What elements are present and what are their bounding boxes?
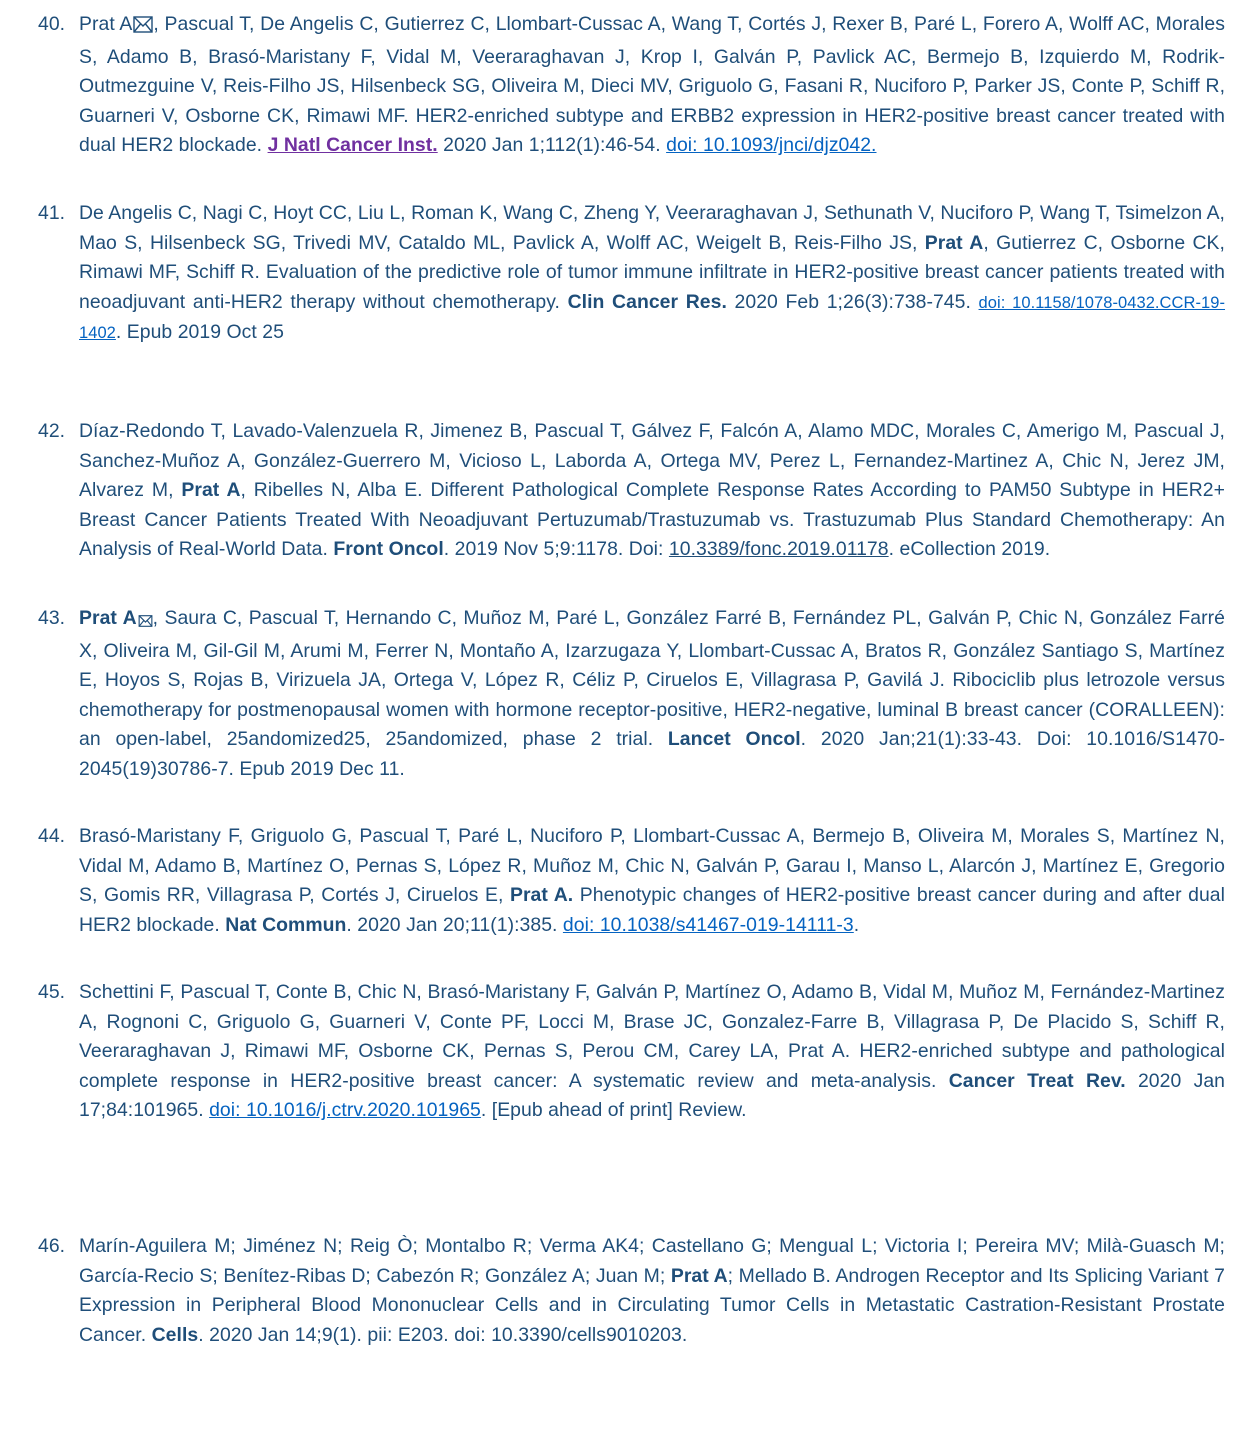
reference-authors: De Angelis C, Nagi C, Hoyt CC, Liu L, Roman K, Wang C, Zheng Y, Veeraraghavan J, Sethunath V, Nuciforo P, Wang T, Tsimelzon A, Mao S, Hilsenbeck SG, Trivedi MV, Cataldo ML, Pavlick A, Wolff AC, Weigelt B, Reis-Filho JS,	[79, 202, 1225, 254]
reference-authors-title: , Saura C, Pascual T, Hernando C, Muñoz M, Paré L, González Farré B, Fernández PL, Galván P, Chic N, González Farré X, Oliveira M, Gil-Gil M, Arumi M, Ferrer N, Montaño A, Izarzugaza Y, Llombart-Cussac A, Bratos R, González Santiago S, Martínez E, Hoyos S, Rojas B, Virizuela JA, Ortega V, López R, Céliz P, Ciruelos E, Villagrasa P, Gavilá J. Ribociclib plus letrozole versus chemotherapy for postmenopausal women with hormone receptor-positive, HER2-negative, luminal B breast cancer (CORALLEEN): an open-label, 25andomized25, 25andomized, phase 2 trial.	[79, 607, 1225, 751]
reference-item	[38, 1232, 1225, 1350]
reference-item	[38, 10, 1225, 161]
reference-text	[79, 1235, 1225, 1346]
reference-citation: 2020 Jan 1;112(1):46-54.	[437, 134, 667, 157]
reference-citation: 2020 Feb 1;26(3):738-745.	[726, 290, 979, 313]
highlighted-author: Prat A.	[509, 884, 574, 907]
reference-item	[38, 199, 1226, 349]
reference-citation: 2020 Jan 17;84:101965.	[79, 1069, 1225, 1122]
reference-title: Phenotypic changes of HER2-positive breast cancer during and after dual HER2 blockade.	[79, 884, 1225, 936]
reference-tail: . [Epub ahead of print] Review.	[480, 1099, 747, 1122]
doi-link[interactable]: doi: 10.1016/j.ctrv.2020.101965	[209, 1099, 481, 1122]
doi-link[interactable]: doi: 10.1158/1078-0432.CCR-19-1402	[79, 293, 1226, 343]
reference-authors-title: ; Mellado B. Androgen Receptor and Its Splicing Variant 7 Expression in Peripheral Blood Mononuclear Cells and in Circulating Tumor Cells in Metastatic Castration-Resistant Prostate Cancer.	[79, 1264, 1225, 1346]
reference-item	[38, 822, 1225, 940]
journal-name: Cancer Treat Rev.	[948, 1069, 1126, 1092]
reference-authors: Brasó-Maristany F, Griguolo G, Pascual T, Paré L, Nuciforo P, Llombart-Cussac A, Bermejo B, Oliveira M, Morales S, Martínez N, Vidal M, Adamo B, Martínez O, Pernas S, López R, Muñoz M, Chic N, Galván P, Garau I, Manso L, Alarcón J, Martínez E, Gregorio S, Gomis RR, Villagrasa P, Cortés J, Ciruelos E,	[79, 825, 1225, 907]
reference-item	[38, 604, 1225, 785]
reference-tail: .	[853, 913, 860, 936]
reference-authors-title: , Pascual T, De Angelis C, Gutierrez C, Llombart-Cussac A, Wang T, Cortés J, Rexer B, Paré L, Forero A, Wolff AC, Morales S, Adamo B, Brasó-Maristany F, Vidal M, Veeraraghavan J, Krop I, Galván P, Pavlick AC, Bermejo B, Izquierdo M, Rodrik-Outmezguine V, Reis-Filho JS, Hilsenbeck SG, Oliveira M, Dieci MV, Griguolo G, Fasani R, Nuciforo P, Parker JS, Conte P, Schiff R, Guarneri V, Osborne CK, Rimawi MF. HER2-enriched subtype and ERBB2 expression in HER2-positive breast cancer treated with dual HER2 blockade.	[79, 13, 1225, 157]
doi-link[interactable]: 10.3389/fonc.2019.01178	[668, 538, 889, 561]
doi-link[interactable]: doi: 10.1038/s41467-019-14111-3	[562, 913, 854, 936]
doi-link[interactable]: doi: 10.1093/jnci/djz042.	[666, 134, 877, 157]
reference-text	[79, 607, 1225, 780]
reference-number: 45.	[38, 981, 66, 1003]
reference-citation: . 2019 Nov 5;9:1178. Doi:	[443, 538, 669, 561]
reference-authors: Díaz-Redondo T, Lavado-Valenzuela R, Jimenez B, Pascual T, Gálvez F, Falcón A, Alamo MDC, Morales C, Amerigo M, Pascual J, Sanchez-Muñoz A, González-Guerrero M, Vicioso L, Laborda A, Ortega MV, Perez L, Fernandez-Martinez A, Chic N, Jerez JM, Alvarez M,	[79, 420, 1225, 502]
reference-number: 44.	[38, 825, 66, 847]
reference-authors-title: , Ribelles N, Alba E. Different Pathological Complete Response Rates According to PAM50 Subtype in HER2+ Breast Cancer Patients Treated With Neoadjuvant Pertuzumab/Trastuzumab vs. Trastuzumab Plus Standard Chemotherapy: An Analysis of Real-World Data.	[79, 479, 1225, 561]
reference-citation: . 2020 Jan 14;9(1). pii: E203. doi: 10.3390/cells9010203.	[198, 1323, 688, 1346]
reference-text	[79, 202, 1225, 343]
reference-tail: . Epub 2019 Oct 25	[115, 321, 284, 344]
journal-name: Clin Cancer Res.	[567, 290, 727, 313]
reference-number: 42.	[38, 420, 66, 442]
highlighted-author: Prat A	[924, 231, 984, 254]
highlighted-author: Prat A	[670, 1264, 728, 1287]
reference-text	[79, 981, 1225, 1121]
journal-link[interactable]: J Natl Cancer Inst.	[267, 134, 438, 157]
envelope-icon[interactable]	[138, 607, 153, 637]
reference-number: 41.	[38, 202, 66, 224]
reference-text	[79, 13, 1225, 156]
reference-text	[79, 825, 1225, 936]
reference-authors-title: Schettini F, Pascual T, Conte B, Chic N, Brasó-Maristany F, Galván P, Martínez O, Adamo B, Vidal M, Muñoz M, Fernández-Martinez A, Rognoni C, Griguolo G, Guarneri V, Conte PF, Locci M, Brase JC, Gonzalez-Farre B, Villagrasa P, De Placido S, Schiff R, Veeraraghavan J, Rimawi MF, Osborne CK, Pernas S, Perou CM, Carey LA, Prat A. HER2-enriched subtype and pathological complete response in HER2-positive breast cancer: A systematic review and meta-analysis.	[79, 981, 1225, 1092]
reference-authors: Prat A	[79, 13, 133, 35]
highlighted-author: Prat A	[181, 479, 241, 502]
reference-text	[79, 420, 1225, 560]
journal-name: Front Oncol	[333, 538, 444, 561]
reference-number: 43.	[38, 607, 66, 629]
reference-citation: . 2020 Jan;21(1):33-43. Doi: 10.1016/S1470-2045(19)30786-7. Epub 2019 Dec 11.	[79, 728, 1225, 780]
reference-tail: . eCollection 2019.	[888, 538, 1051, 561]
reference-citation: . 2020 Jan 20;11(1):385.	[346, 913, 563, 936]
highlighted-author: Prat A	[79, 607, 137, 629]
reference-authors: Marín-Aguilera M; Jiménez N; Reig Ò; Montalbo R; Verma AK4; Castellano G; Mengual L; Victoria I; Pereira MV; Milà-Guasch M; García-Recio S; Benítez-Ribas D; Cabezón R; González A; Juan M;	[79, 1235, 1225, 1287]
reference-number: 40.	[38, 13, 66, 35]
reference-authors-title: , Gutierrez C, Osborne CK, Rimawi MF, Schiff R. Evaluation of the predictive role of tumor immune infiltrate in HER2-positive breast cancer patients treated with neoadjuvant anti-HER2 therapy without chemotherapy.	[79, 231, 1225, 313]
journal-name: Lancet Oncol	[667, 728, 801, 751]
reference-item	[38, 978, 1225, 1126]
envelope-icon[interactable]	[133, 13, 153, 43]
journal-name: Nat Commun	[225, 913, 347, 936]
reference-item	[38, 417, 1225, 565]
reference-number: 46.	[38, 1235, 66, 1257]
journal-name: Cells	[151, 1323, 199, 1346]
